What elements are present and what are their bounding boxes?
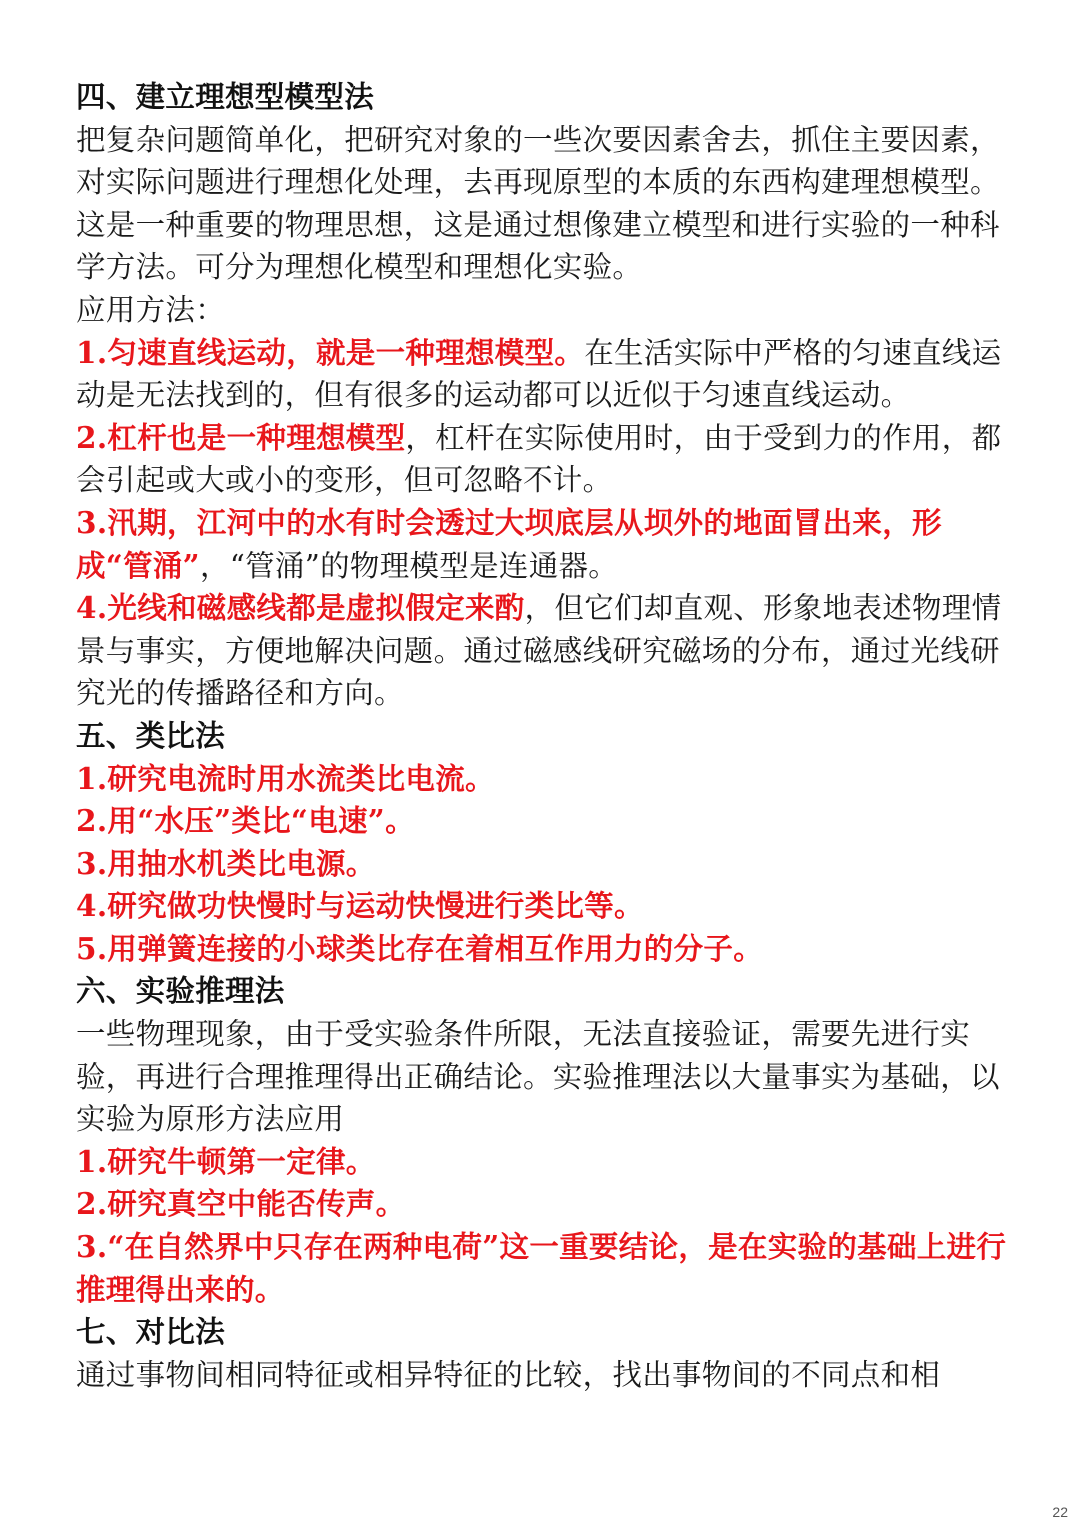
section-5-item: 2.用“水压”类比“电速”。 <box>76 803 415 839</box>
section-7-heading: 七、对比法 <box>76 1315 226 1350</box>
document-body <box>76 76 1010 1396</box>
item-emphasis: 2.杠杆也是一种理想模型 <box>76 419 406 455</box>
section-5-item: 3.用抽水机类比电源。 <box>76 845 376 881</box>
item-emphasis: 4.光线和磁感线都是虚拟假定来酌 <box>76 590 525 626</box>
section-5-item: 5.用弹簧连接的小球类比存在着相互作用力的分子。 <box>76 930 763 966</box>
section-4-apply-label: 应用方法： <box>76 292 226 327</box>
section-4-item <box>76 417 1010 502</box>
section-4-item <box>76 502 1010 587</box>
section-7-intro: 通过事物间相同特征或相异特征的比较，找出事物间的不同点和相 <box>76 1357 941 1392</box>
section-6-item: 3.“在自然界中只存在两种电荷”这一重要结论，是在实验的基础上进行推理得出来的。 <box>76 1229 1007 1307</box>
section-4-intro: 把复杂问题简单化，把研究对象的一些次要因素舍去，抓住主要因素，对实际问题进行理想化处理，去再现原型的本质的东西构建理想模型。这是一种重要的物理思想，这是通过想像建立模型和进行实验的一种科学方法。可分为理想化模型和理想化实验。 <box>76 122 1000 285</box>
section-6-item: 2.研究真空中能否传声。 <box>76 1186 406 1222</box>
item-text: ，但它们却直观、形象地表述物理情景与事实，方便地解决问题。通过磁感线研究磁场的分布，通过光线研究光的传播路径和方向。 <box>76 591 1002 711</box>
item-text: ，杠杆在实际使用时，由于受到力的作用，都会引起或大或小的变形，但可忽略不计。 <box>76 420 1002 498</box>
section-6-heading: 六、实验推理法 <box>76 974 285 1009</box>
item-emphasis: 3.汛期，江河中的水有时会透过大坝底层从坝外的地面冒出来，形成“管涌” <box>76 504 942 583</box>
section-4-item <box>76 332 1010 417</box>
section-6-intro: 一些物理现象，由于受实验条件所限，无法直接验证，需要先进行实验，再进行合理推理得出正确结论。实验推理法以大量事实为基础，以实验为原形方法应用 <box>76 1017 1000 1137</box>
section-4-heading: 四、建立理想型模型法 <box>76 80 375 114</box>
item-text: ，“管涌”的物理模型是连通器。 <box>199 548 619 583</box>
section-6-item: 1.研究牛顿第一定律。 <box>76 1143 376 1179</box>
item-text: 在生活实际中严格的匀速直线运动是无法找到的，但有很多的运动都可以近似于匀速直线运动。 <box>76 335 1002 413</box>
section-5-heading: 五、类比法 <box>76 718 226 753</box>
section-5-item: 1.研究电流时用水流类比电流。 <box>76 760 495 796</box>
section-4-item <box>76 587 1010 715</box>
item-emphasis: 1.匀速直线运动，就是一种理想模型。 <box>76 334 585 370</box>
section-5-item: 4.研究做功快慢时与运动快慢进行类比等。 <box>76 888 644 924</box>
page-number: 22 <box>1052 1504 1068 1520</box>
